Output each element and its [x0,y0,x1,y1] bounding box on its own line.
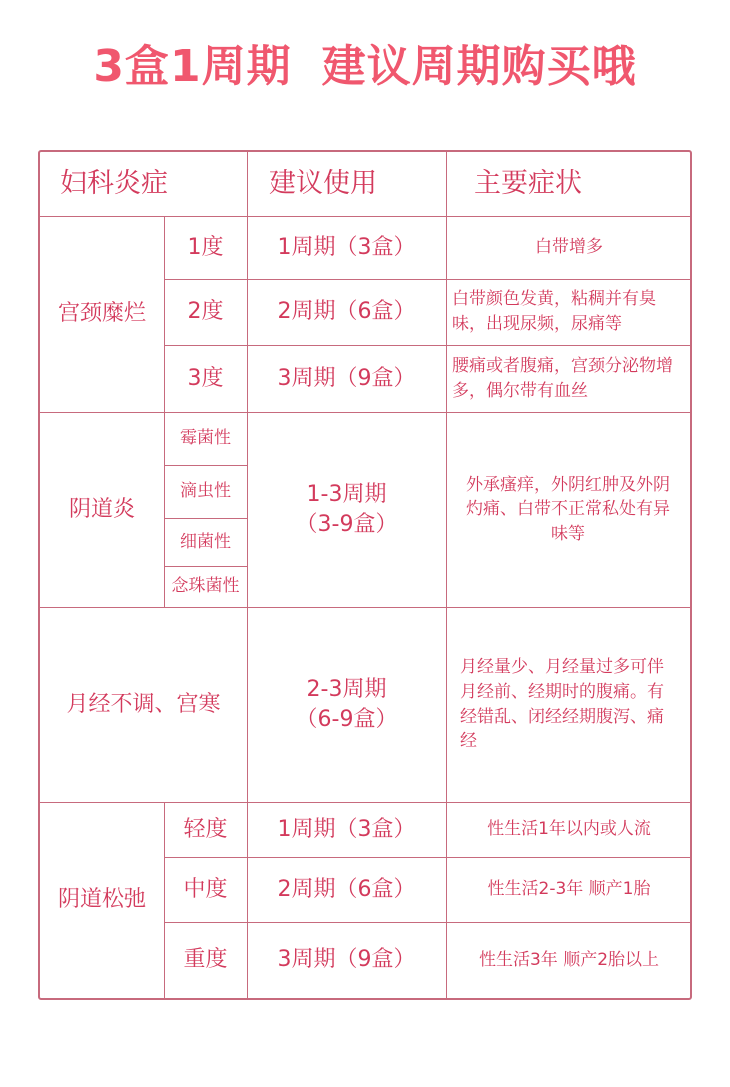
header-category: 妇科炎症 [60,167,168,199]
symptom-cell: 白带增多 [535,237,603,258]
category-menstrual: 月经不调、宫寒 [66,691,221,717]
level-cell: 2度 [187,299,224,325]
type-cell: 霉菌性 [180,428,231,449]
usage-cell: 2周期（6盒） [277,299,416,325]
type-cell: 滴虫性 [180,481,231,502]
type-cell: 念珠菌性 [171,576,240,597]
symptom-cell: 性生活1年以内或人流 [487,819,651,840]
page-title [0,30,730,94]
symptom-cell: 月经量少、月经量过多可伴月经前、经期时的腹痛。有经错乱、闭经经期腹泻、痛经 [460,657,664,752]
header-usage: 建议使用 [269,167,377,199]
usage-cell: 2周期（6盒） [277,876,416,902]
usage-cell: 3周期（9盒） [277,947,416,973]
symptom-cell: 性生活3年 顺产2胎以上 [478,949,660,970]
level-cell: 轻度 [183,816,228,842]
title-part1: 3盒1周期 [93,41,292,92]
level-cell: 中度 [183,876,228,902]
title-part2: 建议周期购买哦 [321,41,637,92]
symptom-cell: 白带颜色发黄，粘稠并有臭味，出现尿频，尿痛等 [452,289,656,334]
symptom-cell: 腰痛或者腹痛，宫颈分泌物增多，偶尔带有血丝 [452,355,673,401]
usage-cell: 1-3周期（3-9盒） [295,481,398,537]
symptom-cell: 性生活2-3年 顺产1胎 [487,879,651,900]
category-vaginitis: 阴道炎 [68,496,135,522]
header-symptoms: 主要症状 [474,167,582,199]
category-cervical: 宫颈糜烂 [57,301,146,327]
category-laxity: 阴道松弛 [57,887,146,913]
level-cell: 3度 [187,365,224,391]
usage-cell: 3周期（9盒） [277,365,416,391]
level-cell: 1度 [187,234,224,260]
level-cell: 重度 [183,947,228,973]
type-cell: 细菌性 [180,531,231,552]
usage-cell: 2-3周期（6-9盒） [295,676,398,732]
symptom-cell: 外承瘙痒，外阴红肿及外阴灼痛、白带不正常私处有异味等 [466,474,670,544]
dosage-table [38,150,692,1000]
usage-cell: 1周期（3盒） [277,816,416,842]
usage-cell: 1周期（3盒） [277,234,416,260]
